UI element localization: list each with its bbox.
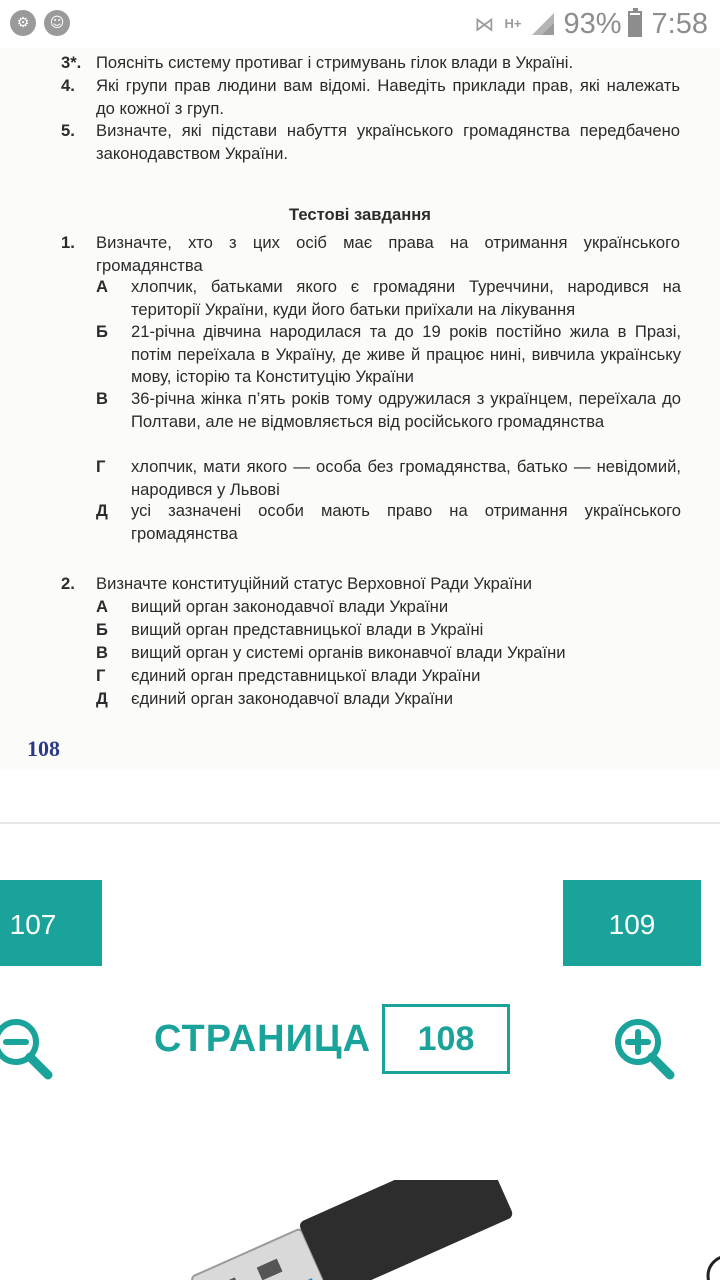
option-letter: А	[96, 277, 108, 296]
option-letter: Д	[96, 501, 108, 520]
zoom-in-icon[interactable]	[608, 1014, 678, 1084]
prev-page-button[interactable]: 107	[0, 878, 104, 968]
next-page-button[interactable]: 109	[561, 878, 703, 968]
option-letter: В	[96, 643, 108, 662]
test-question-text: Визначте конституційний статус Верховної Ради України	[96, 574, 533, 593]
battery-fill	[630, 15, 640, 35]
option-text: 21-річна дівчина народилася та до 19 років постійно жила в Празі, потім переїхала в Україну, де живе й працює нині, вивчила українську мову, історію та Конституцію України	[131, 322, 681, 386]
option-text: єдиний орган законодавчої влади України	[131, 689, 453, 708]
clock: 7:58	[651, 7, 708, 40]
divider	[0, 822, 720, 824]
ad-image-usb-drive[interactable]	[180, 1180, 720, 1280]
option-letter: А	[96, 597, 108, 616]
question-text: Поясніть систему противаг і стримувань гілок влади в Україні.	[96, 53, 574, 72]
lion-icon: ☺	[44, 10, 70, 36]
option-letter: Б	[96, 322, 108, 341]
question-text: Які групи прав людини вам відомі. Наведіть приклади прав, які належать до кожної з груп.	[96, 76, 680, 118]
bluetooth-muted-icon: ⋈	[474, 12, 495, 36]
document-page	[0, 48, 720, 770]
battery-icon	[628, 11, 642, 37]
system-indicators	[475, 6, 708, 42]
option-text: єдиний орган представницької влади України	[131, 666, 481, 685]
option-text: вищий орган представницької влади в Україні	[131, 620, 484, 639]
notification-icons	[10, 10, 70, 36]
option-text: хлопчик, батьками якого є громадяни Туреччини, народився на території України, куди його батьки приїхали на лікування	[131, 277, 681, 319]
question-number: 5.	[61, 121, 75, 140]
test-question-number: 2.	[61, 574, 75, 593]
battery-percent: 93%	[563, 7, 622, 40]
option-text: вищий орган законодавчої влади України	[131, 597, 449, 616]
option-letter: Б	[96, 620, 108, 639]
section-title: Тестові завдання	[289, 205, 431, 224]
option-letter: Г	[96, 457, 106, 476]
option-letter: Д	[96, 689, 108, 708]
status-bar	[0, 0, 720, 48]
settings-icon: ⚙	[10, 10, 36, 36]
test-question-number: 1.	[61, 233, 75, 252]
network-type: H+	[504, 16, 522, 31]
question-number: 4.	[61, 76, 75, 95]
option-text: усі зазначені особи мають право на отримання українського громадянства	[131, 501, 681, 543]
option-letter: В	[96, 389, 108, 408]
signal-icon	[532, 13, 554, 35]
page-label: СТРАНИЦА	[154, 1018, 372, 1060]
option-text: хлопчик, мати якого — особа без громадянства, батько — невідомий, народився у Львові	[131, 457, 681, 499]
zoom-out-icon[interactable]	[0, 1014, 56, 1084]
option-letter: Г	[96, 666, 106, 685]
test-question-text: Визначте, хто з цих осіб має права на отримання українського громадянства	[96, 233, 680, 275]
option-text: 36-річна жінка п’ять років тому одружилася з українцем, переїхала до Полтави, але не відмовляється від російського громадянства	[131, 389, 681, 431]
question-number: 3*.	[61, 53, 82, 72]
page-number: 108	[27, 736, 60, 761]
question-text: Визначте, які підстави набуття українського громадянства передбачено законодавством України.	[96, 121, 680, 163]
page-number-input[interactable]: 108	[382, 1004, 510, 1074]
option-text: вищий орган у системі органів виконавчої влади України	[131, 643, 566, 662]
